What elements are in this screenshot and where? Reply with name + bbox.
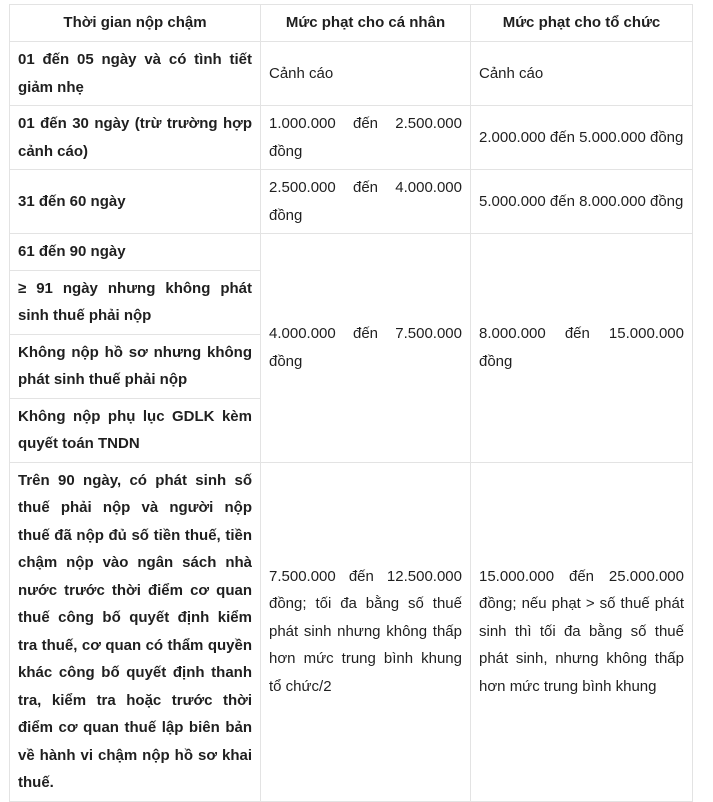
individual-penalty-cell: 1.000.000 đến 2.500.000 đồng	[261, 106, 471, 170]
organization-penalty-cell: Cảnh cáo	[471, 42, 693, 106]
table-header-row	[10, 5, 693, 42]
period-cell: 01 đến 05 ngày và có tình tiết giảm nhẹ	[10, 42, 261, 106]
individual-penalty-cell: 2.500.000 đến 4.000.000 đồng	[261, 170, 471, 234]
table-row	[10, 462, 693, 801]
individual-penalty-cell: 4.000.000 đến 7.500.000 đồng	[261, 234, 471, 463]
table-row	[10, 42, 693, 106]
table-row	[10, 170, 693, 234]
organization-penalty-cell: 2.000.000 đến 5.000.000 đồng	[471, 106, 693, 170]
period-cell: Trên 90 ngày, có phát sinh số thuế phải nộp và người nộp thuế đã nộp đủ số tiền thuế, tiền chậm nộp vào ngân sách nhà nước trước thời điểm cơ quan thuế công bố quyết định kiểm tra thuế, cơ quan có thẩm quyền khác công bố quyết định thanh tra, kiểm tra hoặc trước thời điểm cơ quan thuế lập biên bản về hành vi chậm nộp hồ sơ khai thuế.	[10, 462, 261, 801]
organization-penalty-cell: 15.000.000 đến 25.000.000 đồng; nếu phạt > số thuế phát sinh thì tối đa bằng số thuế phát sinh, nhưng không thấp hơn mức trung bình khung	[471, 462, 693, 801]
individual-penalty-cell: Cảnh cáo	[261, 42, 471, 106]
period-cell: Không nộp phụ lục GDLK kèm quyết toán TNDN	[10, 398, 261, 462]
period-cell: ≥ 91 ngày nhưng không phát sinh thuế phải nộp	[10, 270, 261, 334]
period-cell: Không nộp hồ sơ nhưng không phát sinh thuế phải nộp	[10, 334, 261, 398]
header-organization-penalty: Mức phạt cho tổ chức	[471, 5, 693, 42]
period-cell: 61 đến 90 ngày	[10, 234, 261, 271]
organization-penalty-cell: 5.000.000 đến 8.000.000 đồng	[471, 170, 693, 234]
header-individual-penalty: Mức phạt cho cá nhân	[261, 5, 471, 42]
penalty-table	[9, 4, 693, 802]
individual-penalty-cell: 7.500.000 đến 12.500.000 đồng; tối đa bằng số thuế phát sinh nhưng không thấp hơn mức trung bình khung tổ chức/2	[261, 462, 471, 801]
table-row	[10, 106, 693, 170]
header-late-period: Thời gian nộp chậm	[10, 5, 261, 42]
table-row	[10, 234, 693, 271]
organization-penalty-cell: 8.000.000 đến 15.000.000 đồng	[471, 234, 693, 463]
period-cell: 01 đến 30 ngày (trừ trường hợp cảnh cáo)	[10, 106, 261, 170]
penalty-table-container	[9, 4, 692, 802]
period-cell: 31 đến 60 ngày	[10, 170, 261, 234]
